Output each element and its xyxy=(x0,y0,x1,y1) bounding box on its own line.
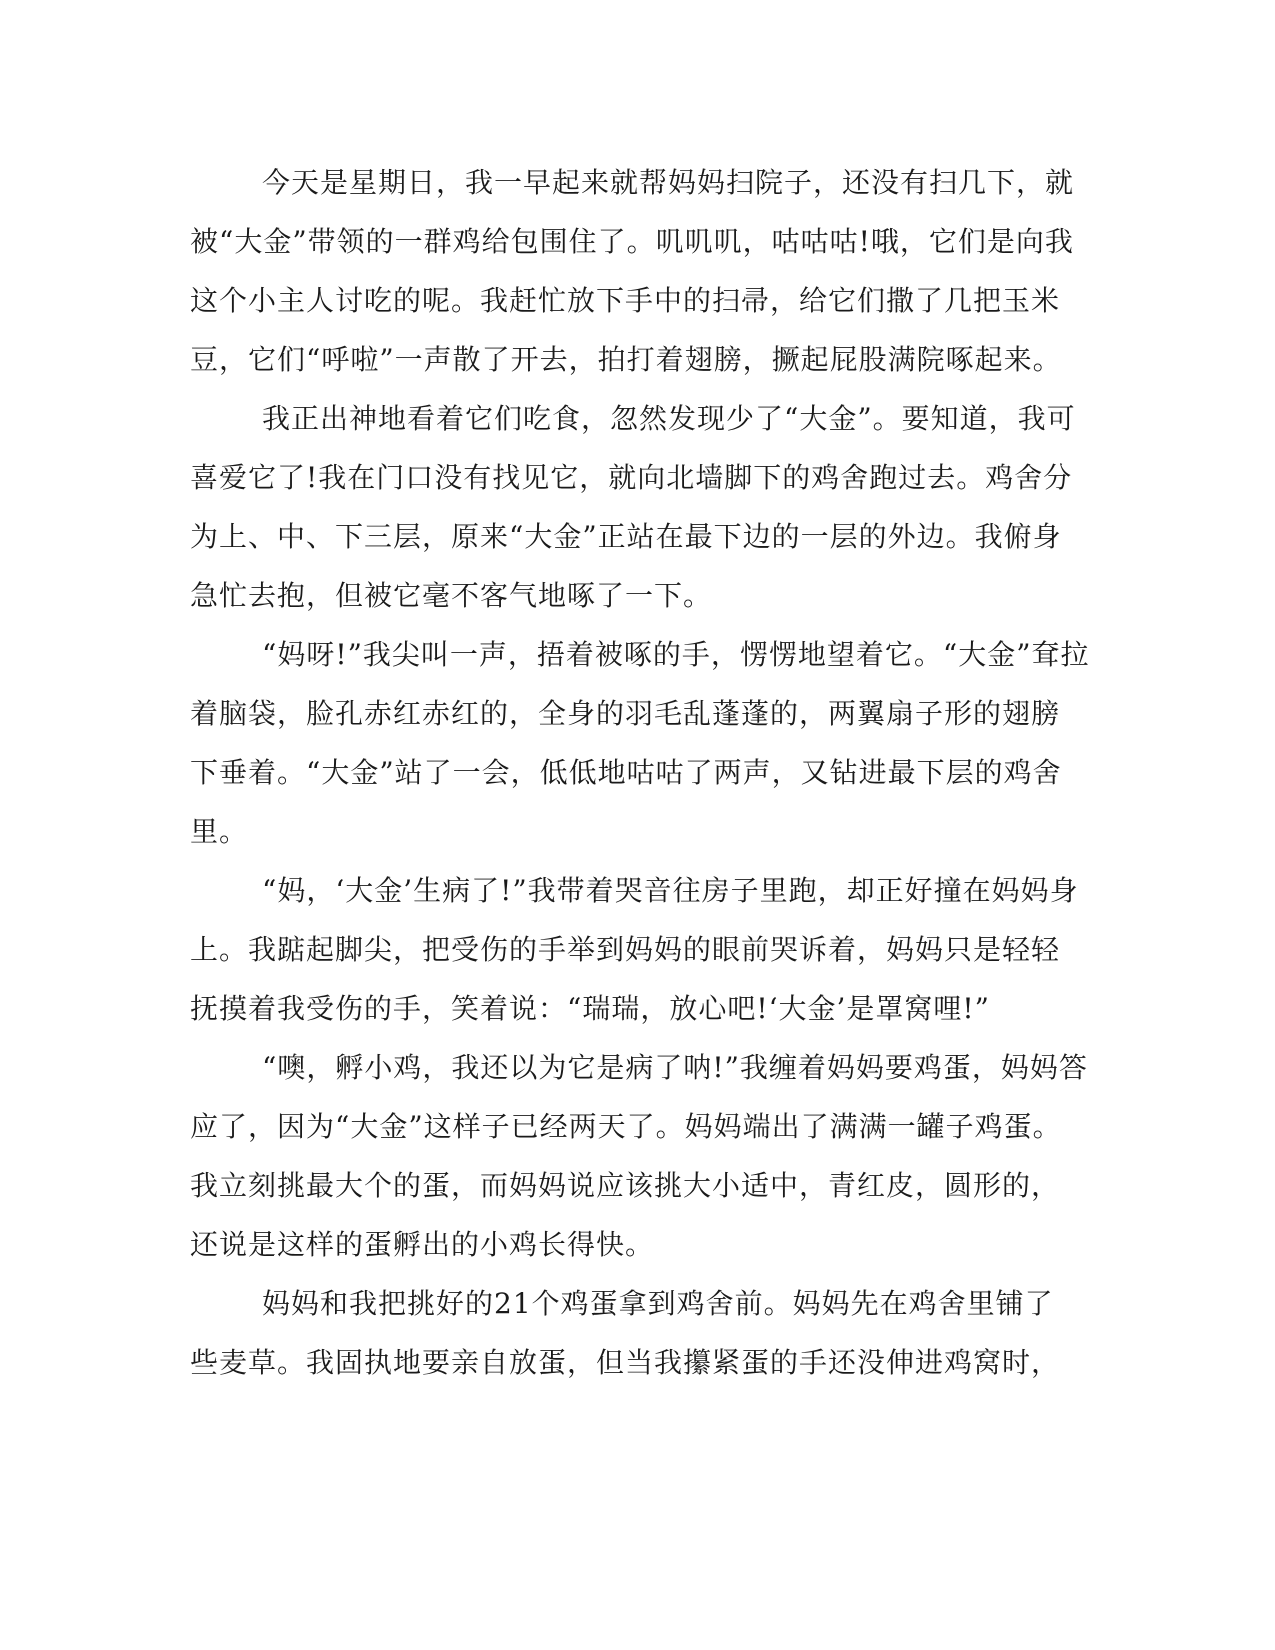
text-line: 上。我踮起脚尖，把受伤的手举到妈妈的眼前哭诉着，妈妈只是轻轻 xyxy=(190,933,1061,966)
text-line: 应了，因为“大金”这样子已经两天了。妈妈端出了满满一罐子鸡蛋。 xyxy=(190,1110,1062,1143)
text-line: 喜爱它了!我在门口没有找见它，就向北墙脚下的鸡舍跑过去。鸡舍分 xyxy=(190,461,1073,494)
text-line: 我立刻挑最大个的蛋，而妈妈说应该挑大小适中，青红皮，圆形的， xyxy=(190,1169,1061,1202)
text-line: 被“大金”带领的一群鸡给包围住了。叽叽叽，咕咕咕!哦，它们是向我 xyxy=(190,225,1074,258)
text-line: 急忙去抱，但被它毫不客气地啄了一下。 xyxy=(190,579,713,612)
text-line: 今天是星期日，我一早起来就帮妈妈扫院子，还没有扫几下，就 xyxy=(262,166,1075,199)
text-line: “妈，‘大金’生病了!”我带着哭音往房子里跑，却正好撞在妈妈身 xyxy=(262,874,1079,907)
text-line: 下垂着。“大金”站了一会，低低地咕咕了两声，又钻进最下层的鸡舍 xyxy=(190,756,1062,789)
text-line: 抚摸着我受伤的手，笑着说：“瑞瑞，放心吧!‘大金’是罩窝哩!” xyxy=(190,992,990,1025)
text-line: 这个小主人讨吃的呢。我赶忙放下手中的扫帚，给它们撒了几把玉米 xyxy=(190,284,1061,317)
text-line: 我正出神地看着它们吃食，忽然发现少了“大金”。要知道，我可 xyxy=(262,402,1076,435)
text-line: “妈呀!”我尖叫一声，捂着被啄的手，愣愣地望着它。“大金”耷拉 xyxy=(262,638,1090,671)
text-line: 里。 xyxy=(190,815,249,848)
text-line: 豆，它们“呼啦”一声散了开去，拍打着翅膀，撅起屁股满院啄起来。 xyxy=(190,343,1062,376)
text-line: 妈妈和我把挑好的21个鸡蛋拿到鸡舍前。妈妈先在鸡舍里铺了 xyxy=(262,1287,1054,1320)
text-line: 为上、中、下三层，原来“大金”正站在最下边的一层的外边。我俯身 xyxy=(190,520,1062,553)
text-line: “噢，孵小鸡，我还以为它是病了呐!”我缠着妈妈要鸡蛋，妈妈答 xyxy=(262,1051,1088,1084)
text-line: 些麦草。我固执地要亲自放蛋，但当我攥紧蛋的手还没伸进鸡窝时， xyxy=(190,1346,1061,1379)
text-line: 还说是这样的蛋孵出的小鸡长得快。 xyxy=(190,1228,655,1261)
text-line: 着脑袋，脸孔赤红赤红的，全身的羽毛乱蓬蓬的，两翼扇子形的翅膀 xyxy=(190,697,1061,730)
